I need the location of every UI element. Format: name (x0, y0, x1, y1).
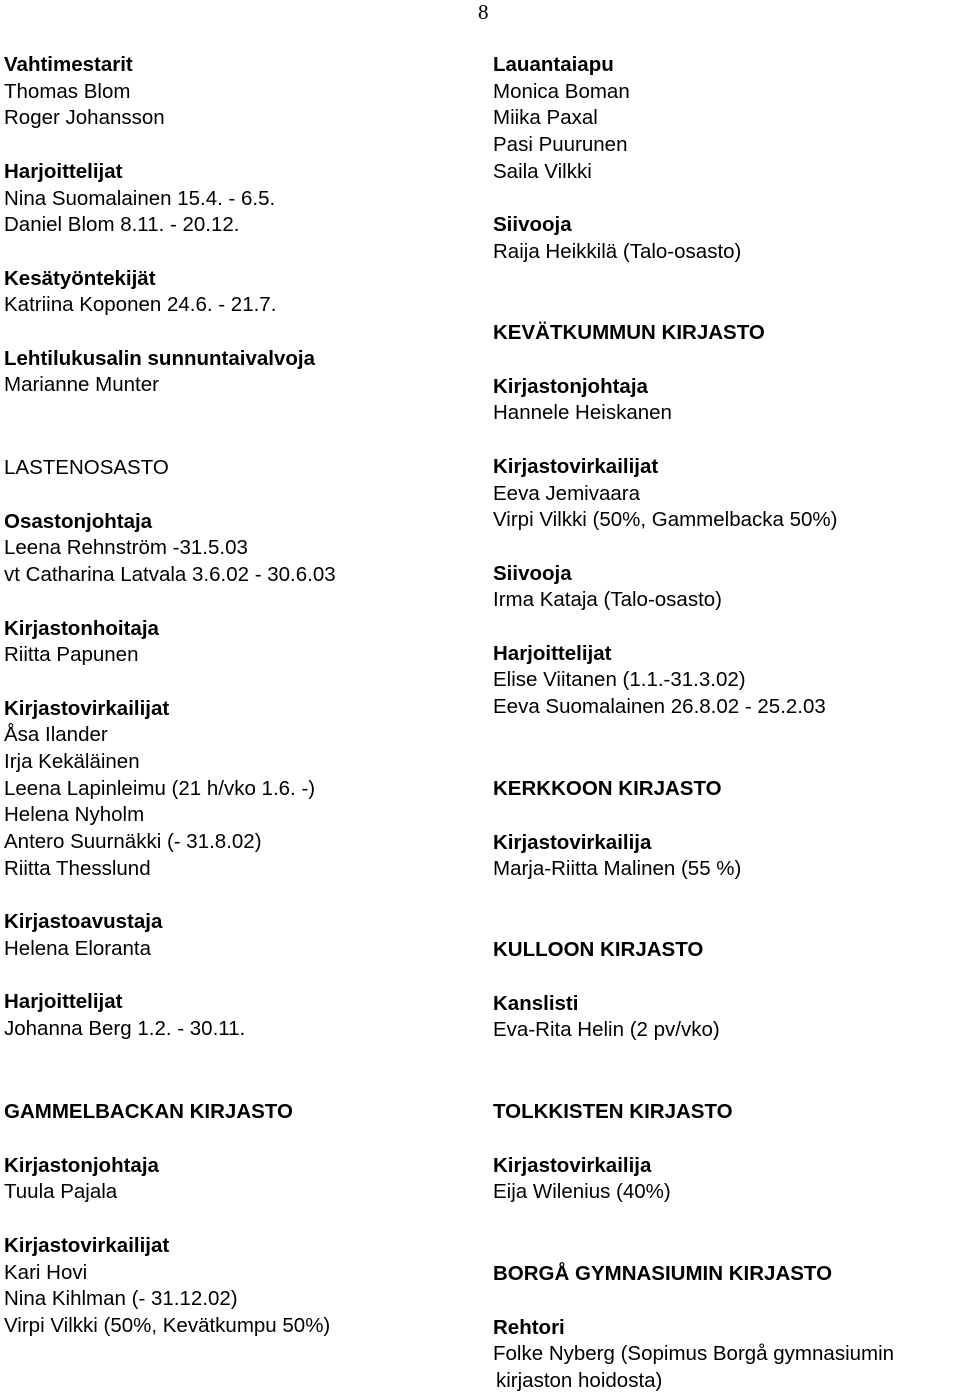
right-column-borga (493, 1261, 960, 1395)
staff-name: Irma Kataja (Talo-osasto) (493, 588, 723, 612)
group-heading: Kirjastovirkailijat (4, 1233, 170, 1257)
staff-name: Elise Viitanen (1.1.-31.3.02) (493, 668, 746, 692)
staff-name: Tuula Pajala (4, 1180, 118, 1204)
group-heading: Kirjastovirkailijat (493, 454, 659, 478)
right-column-kullo (493, 937, 960, 1044)
staff-group-kirjastonhoitaja (4, 616, 474, 669)
group-heading: Rehtori (493, 1315, 565, 1339)
staff-group-harjoittelijat (493, 641, 960, 721)
staff-name: Johanna Berg 1.2. - 30.11. (4, 1017, 246, 1040)
staff-name: Eija Wilenius (40%) (493, 1180, 671, 1204)
staff-group-kirjastovirkailijat (4, 696, 474, 883)
staff-group-kirjastonjohtaja (493, 374, 960, 427)
staff-group-siivooja (493, 212, 960, 265)
staff-name: Eeva Jemivaara (493, 481, 640, 505)
right-column (493, 52, 960, 266)
staff-name: Roger Johansson (4, 106, 165, 130)
staff-name: Katriina Koponen 24.6. - 21.7. (4, 293, 277, 317)
staff-name: kirjaston hoidosta) (496, 1369, 663, 1393)
group-heading: Harjoittelijat (4, 990, 123, 1014)
page-number: 8 (478, 0, 489, 24)
section-title: BORGÅ GYMNASIUMIN KIRJASTO (493, 1262, 833, 1285)
group-heading: Harjoittelijat (493, 641, 612, 665)
staff-name: Antero Suurnäkki (- 31.8.02) (4, 830, 262, 854)
group-heading: Kirjastonjohtaja (4, 1153, 159, 1177)
staff-name: Nina Kihlman (- 31.12.02) (4, 1287, 238, 1311)
section-title: KEVÄTKUMMUN KIRJASTO (493, 321, 765, 344)
staff-name: Helena Eloranta (4, 936, 152, 960)
section-title: KERKKOON KIRJASTO (493, 777, 722, 800)
section-title: LASTENOSASTO (4, 456, 169, 479)
staff-group-kirjastovirkailija (493, 1153, 960, 1206)
staff-name: Helena Nyholm (4, 803, 145, 827)
staff-group-kirjastovirkailijat (493, 454, 960, 534)
staff-name: Åsa Ilander (4, 723, 108, 747)
staff-name: Pasi Puurunen (493, 133, 628, 157)
left-column-gammelbacka (4, 1099, 474, 1340)
right-column-tolkkinen (493, 1099, 960, 1206)
group-heading: Lehtilukusalin sunnuntaivalvoja (4, 346, 315, 370)
staff-group-kesatyontekijat (4, 266, 474, 319)
staff-name: Virpi Vilkki (50%, Gammelbacka 50%) (493, 508, 838, 532)
staff-name: Daniel Blom 8.11. - 20.12. (4, 213, 240, 237)
staff-group-kirjastovirkailijat (4, 1233, 474, 1340)
group-heading: Siivooja (493, 213, 572, 237)
staff-name: Leena Lapinleimu (21 h/vko 1.6. -) (4, 776, 316, 800)
staff-name: Saila Vilkki (493, 159, 592, 183)
section-title: KULLOON KIRJASTO (493, 938, 704, 961)
staff-name: Irja Kekäläinen (4, 750, 140, 773)
group-heading: Kanslisti (493, 991, 579, 1015)
staff-name: Nina Suomalainen 15.4. - 6.5. (4, 186, 276, 210)
staff-name: Raija Heikkilä (Talo-osasto) (493, 239, 742, 263)
staff-name: Leena Rehnström -31.5.03 (4, 536, 248, 560)
group-heading: Kirjastovirkailija (493, 1153, 652, 1177)
staff-name: Marianne Munter (4, 373, 159, 397)
staff-group-osastonjohtaja (4, 509, 474, 589)
staff-group-harjoittelijat (4, 159, 474, 239)
group-heading: Osastonjohtaja (4, 509, 153, 533)
staff-name: Kari Hovi (4, 1260, 88, 1284)
group-heading: Kesätyöntekijät (4, 266, 156, 290)
staff-group-siivooja (493, 561, 960, 614)
staff-group-lauantaiapu (493, 52, 960, 186)
staff-name: Hannele Heiskanen (493, 401, 672, 425)
group-heading: Kirjastovirkailijat (4, 696, 170, 720)
staff-name: Riitta Papunen (4, 643, 139, 667)
left-column (4, 52, 474, 399)
group-heading: Siivooja (493, 561, 572, 585)
group-heading: Vahtimestarit (4, 53, 133, 76)
left-column-lastenosasto (4, 455, 474, 1043)
staff-name: vt Catharina Latvala 3.6.02 - 30.6.03 (4, 563, 336, 587)
staff-name: Virpi Vilkki (50%, Kevätkumpu 50%) (4, 1313, 331, 1337)
group-heading: Lauantaiapu (493, 53, 614, 76)
staff-group-kirjastoavustaja (4, 909, 474, 962)
right-column-kevatkumpu (493, 320, 960, 721)
staff-group-vahtimestarit (4, 52, 474, 132)
staff-name: Miika Paxal (493, 106, 598, 130)
staff-name: Eva-Rita Helin (2 pv/vko) (493, 1018, 720, 1042)
right-column-kerkkoo (493, 776, 960, 883)
staff-name: Monica Boman (493, 79, 630, 103)
staff-name: Riitta Thesslund (4, 856, 151, 880)
staff-name: Eeva Suomalainen 26.8.02 - 25.2.03 (493, 695, 826, 719)
staff-group-lehtilukusali (4, 346, 474, 399)
group-heading: Kirjastovirkailija (493, 830, 652, 854)
section-title: TOLKKISTEN KIRJASTO (493, 1100, 733, 1123)
group-heading: Kirjastonhoitaja (4, 616, 159, 640)
group-heading: Harjoittelijat (4, 159, 123, 183)
group-heading: Kirjastoavustaja (4, 910, 163, 934)
staff-group-kanslisti (493, 991, 960, 1044)
staff-name: Folke Nyberg (Sopimus Borgå gymnasiumin (493, 1342, 895, 1366)
staff-group-harjoittelijat (4, 989, 474, 1042)
staff-group-kirjastonjohtaja (4, 1153, 474, 1206)
section-title: GAMMELBACKAN KIRJASTO (4, 1100, 293, 1123)
group-heading: Kirjastonjohtaja (493, 374, 648, 398)
staff-name: Marja-Riitta Malinen (55 %) (493, 857, 742, 881)
staff-group-kirjastovirkailija (493, 830, 960, 883)
staff-name: Thomas Blom (4, 79, 131, 103)
staff-group-rehtori (493, 1315, 960, 1395)
